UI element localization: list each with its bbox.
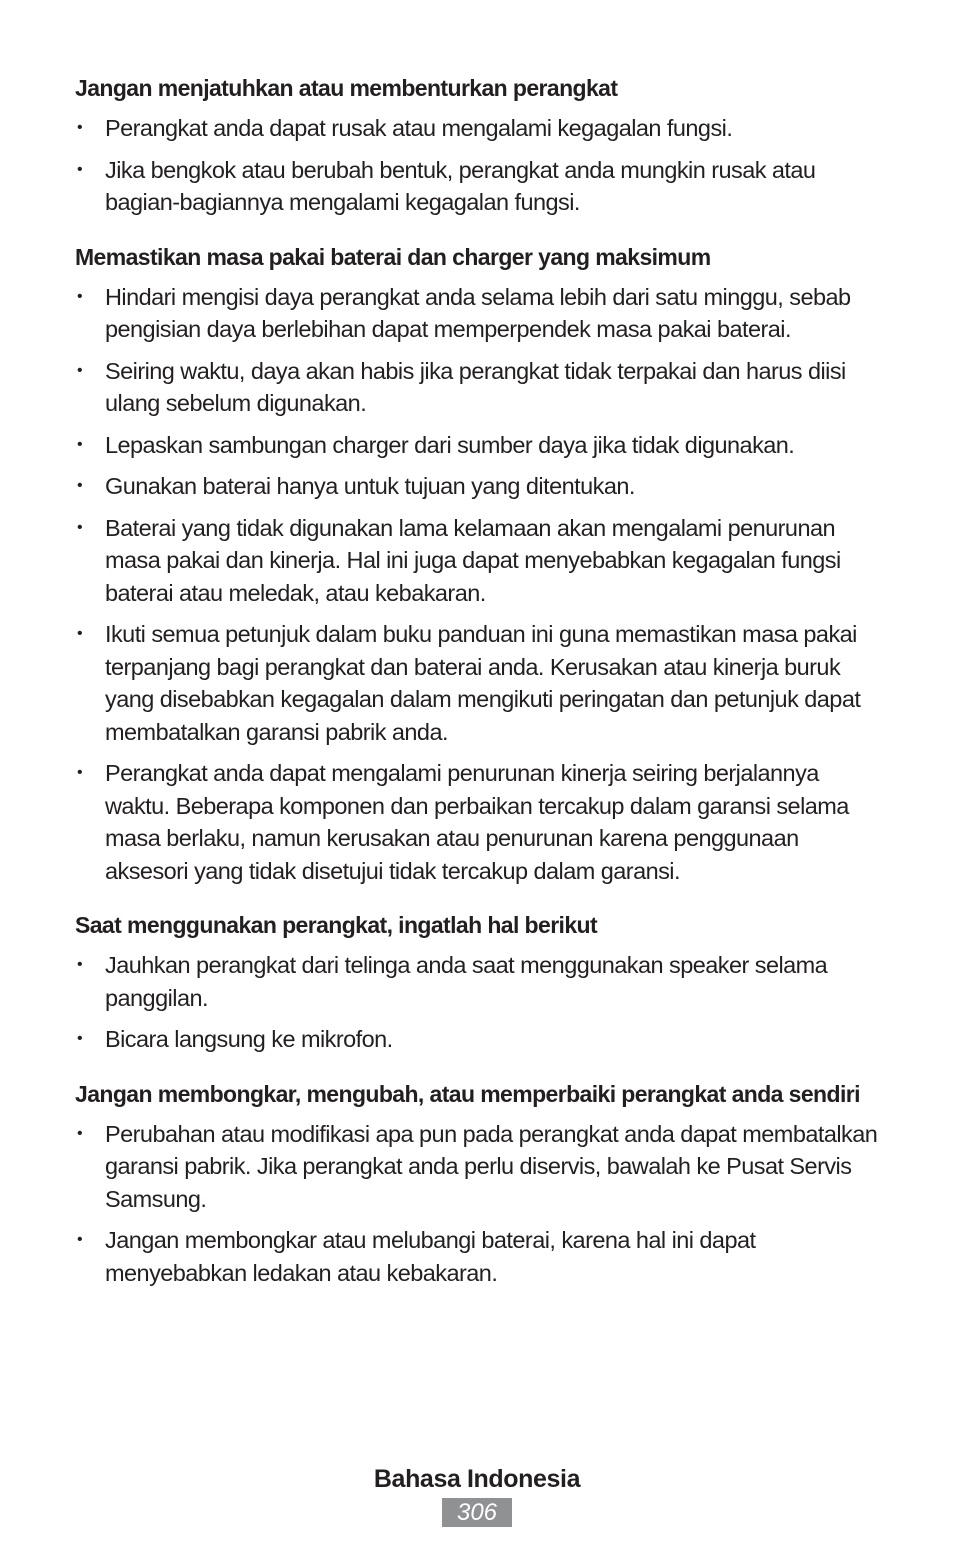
list-item [75,949,885,1014]
section-no-disassembly [75,1078,885,1290]
list-item-text: Jika bengkok atau berubah bentuk, perangkat anda mungkin rusak atau bagian-bagiannya mengalami kegagalan fungsi. [105,156,816,215]
document-body [75,72,885,1311]
bullet-icon: • [77,119,83,136]
section-battery-life [75,241,885,888]
list-item [75,355,885,420]
bullet-list [75,949,885,1056]
bullet-icon: • [77,625,83,642]
list-item [75,757,885,887]
bullet-list [75,281,885,888]
section-usage-tips [75,909,885,1056]
list-item [75,154,885,219]
section-heading: Memastikan masa pakai baterai dan charger yang maksimum [75,243,711,270]
bullet-icon: • [77,1124,83,1142]
list-item [75,429,885,462]
section-heading: Jangan membongkar, mengubah, atau memperbaiki perangkat anda sendiri [75,1080,860,1107]
list-item-text: Ikuti semua petunjuk dalam buku panduan ini guna memastikan masa pakai terpanjang bagi perangkat dan baterai anda. Kerusakan atau kinerja buruk yang disebabkan kegagalan dalam mengikuti peringatan dan petunjuk dapat membatalkan garansi pabrik anda. [105,621,861,745]
list-item-text: Gunakan baterai hanya untuk tujuan yang ditentukan. [105,473,635,499]
list-item-text: Lepaskan sambungan charger dari sumber daya jika tidak digunakan. [105,431,795,458]
section-drop-warning [75,72,885,219]
list-item-text: Baterai yang tidak digunakan lama kelamaan akan mengalami penurunan masa pakai dan kinerja. Hal ini juga dapat menyebabkan kegagalan fungsi baterai atau meledak, atau kebakaran. [105,514,841,606]
bullet-icon: • [77,956,83,973]
list-item-text: Perubahan atau modifikasi apa pun pada perangkat anda dapat membatalkan garansi pabrik. Jika perangkat anda perlu diservis, bawalah ke Pusat Servis Samsung. [105,1120,878,1212]
list-item [75,470,885,503]
section-heading: Jangan menjatuhkan atau membenturkan perangkat [75,75,618,101]
list-item [75,1023,885,1056]
list-item-text: Perangkat anda dapat rusak atau mengalami kegagalan fungsi. [105,115,733,141]
bullet-icon: • [77,361,83,379]
list-item [75,112,885,145]
list-item-text: Jauhkan perangkat dari telinga anda saat menggunakan speaker selama panggilan. [105,952,828,1011]
list-item [75,1118,885,1216]
page-footer [0,1462,954,1527]
footer-language: Bahasa Indonesia [373,1465,581,1493]
bullet-icon: • [77,287,83,305]
section-heading: Saat menggunakan perangkat, ingatlah hal berikut [75,912,598,938]
list-item [75,618,885,748]
bullet-icon: • [77,518,83,536]
list-item-text: Hindari mengisi daya perangkat anda selama lebih dari satu minggu, sebab pengisian daya berlebihan dapat memperpendek masa pakai baterai. [105,283,851,342]
list-item-text: Perangkat anda dapat mengalami penurunan kinerja seiring berjalannya waktu. Beberapa komponen dan perbaikan tercakup dalam garansi selama masa berlaku, namun kerusakan atau penurunan karena penggunaan aksesori yang tidak disetujui tidak tercakup dalam garansi. [105,760,849,884]
bullet-list [75,1118,885,1290]
list-item [75,512,885,610]
bullet-icon: • [77,435,83,453]
list-item [75,281,885,346]
list-item-text: Seiring waktu, daya akan habis jika perangkat tidak terpakai dan harus diisi ulang sebelum digunakan. [105,357,846,416]
bullet-list [75,112,885,219]
page-number: 306 [442,1498,512,1527]
bullet-icon: • [77,1030,83,1047]
bullet-icon: • [77,764,83,781]
list-item-text: Bicara langsung ke mikrofon. [105,1026,393,1052]
bullet-icon: • [77,1231,83,1248]
list-item [75,1224,885,1289]
list-item-text: Jangan membongkar atau melubangi baterai, karena hal ini dapat menyebabkan ledakan atau kebakaran. [105,1227,756,1286]
bullet-icon: • [77,160,83,178]
bullet-icon: • [77,477,83,494]
